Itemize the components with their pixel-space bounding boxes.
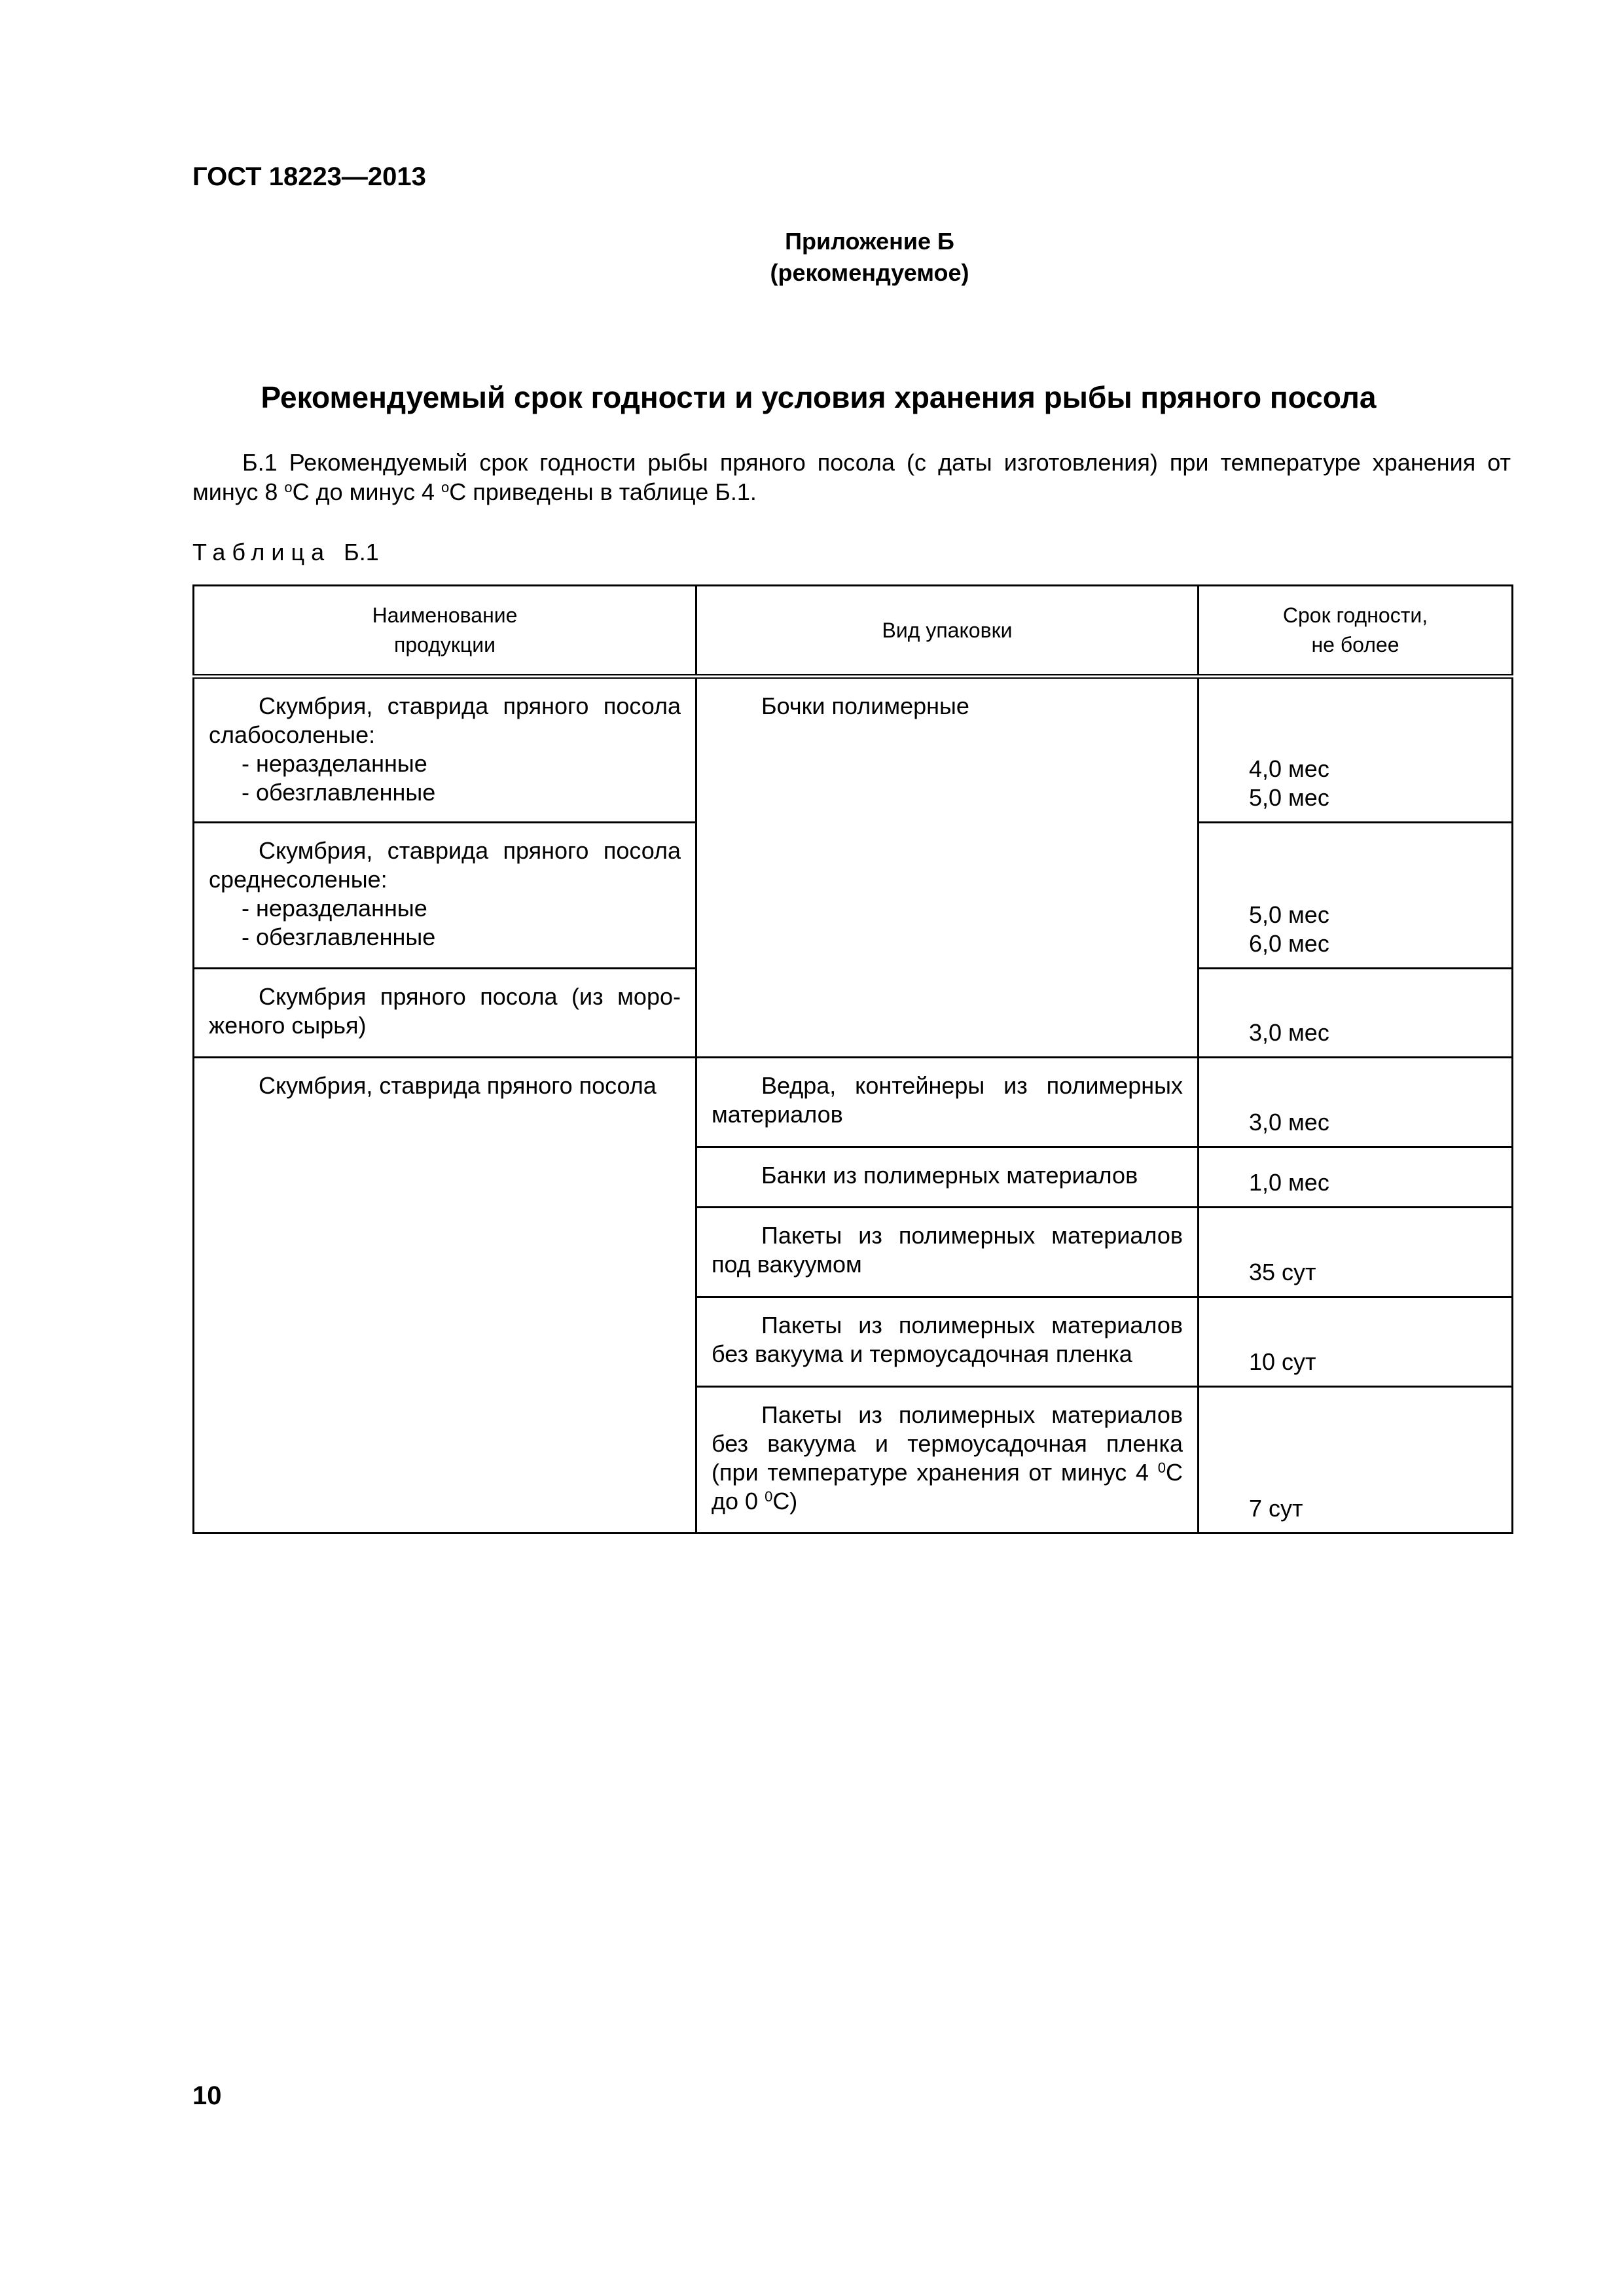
appendix-heading	[0, 226, 1624, 289]
appendix-label: Приложение Б	[785, 228, 954, 255]
term-value: 10 сут	[1249, 1348, 1316, 1375]
term-cell	[1199, 823, 1513, 969]
product-name: Скумбрия, ставрида пряного посола среднесоленые:	[209, 837, 681, 893]
degree-mark: о	[441, 479, 450, 495]
packaging-cell	[696, 1297, 1199, 1387]
term-cell	[1199, 1147, 1513, 1208]
term-value: 3,0 мес	[1249, 1019, 1329, 1046]
header-term-line: не более	[1311, 633, 1399, 656]
packaging-name: Бочки полимерные	[761, 692, 969, 719]
degree-mark: 0	[1157, 1460, 1166, 1476]
product-cell	[194, 969, 696, 1058]
table-row	[194, 1058, 1513, 1147]
term-cell	[1199, 1387, 1513, 1534]
packaging-cell	[696, 677, 1199, 1058]
paragraph-text: С до минус 4	[292, 478, 442, 505]
intro-paragraph	[192, 448, 1511, 507]
term-cell	[1199, 969, 1513, 1058]
table-caption-number: Б.1	[344, 539, 379, 565]
term-cell	[1199, 1208, 1513, 1297]
paragraph-text: Б.1 Рекомендуемый срок годности рыбы пряного посола (с даты изготовления) при температуре хранения от минус 8	[192, 449, 1511, 505]
table-header-row	[194, 586, 1513, 677]
packaging-name: Пакеты из полимерных материалов без вакуума и термоусадочная пленка	[712, 1312, 1183, 1367]
product-variant: - обезглавленные	[242, 924, 436, 950]
term-value: 3,0 мес	[1249, 1109, 1329, 1136]
product-name: Скумбрия, ставрида пряного посола	[259, 1072, 657, 1099]
table-caption-label: Таблица	[192, 539, 331, 565]
term-value: 7 сут	[1249, 1495, 1303, 1522]
term-value: 6,0 мес	[1249, 930, 1329, 957]
product-variant: - неразделанные	[242, 895, 427, 922]
degree-mark: 0	[765, 1488, 773, 1505]
shelf-life-table	[192, 584, 1513, 1534]
term-cell	[1199, 1058, 1513, 1147]
term-value: 4,0 мес	[1249, 755, 1329, 782]
product-cell	[194, 677, 696, 823]
packaging-cell	[696, 1208, 1199, 1297]
term-value: 1,0 мес	[1249, 1169, 1329, 1196]
packaging-text: Пакеты из полимерных материалов без вакуума и термоусадочная пленка (при температуре хранения от минус 4	[712, 1401, 1183, 1486]
header-packaging-text: Вид упаковки	[882, 618, 1013, 642]
header-product-line: Наименование	[372, 603, 518, 627]
packaging-name: Пакеты из полимерных материалов под вакуумом	[712, 1222, 1183, 1278]
packaging-text: С до 0	[712, 1459, 1183, 1515]
product-variant: - неразделанные	[242, 750, 427, 777]
appendix-status: (рекомендуемое)	[770, 259, 969, 286]
product-variant: - обезглавленные	[242, 779, 436, 806]
product-cell	[194, 1058, 696, 1534]
header-term	[1199, 586, 1513, 677]
header-packaging	[696, 586, 1199, 677]
term-cell	[1199, 677, 1513, 823]
document-code: ГОСТ 18223—2013	[192, 162, 426, 191]
page-number: 10	[192, 2081, 222, 2110]
header-product	[194, 586, 696, 677]
table-caption	[192, 539, 379, 566]
section-title	[0, 380, 1624, 415]
paragraph-text: С приведены в таблице Б.1.	[449, 478, 757, 505]
packaging-cell	[696, 1387, 1199, 1534]
term-cell	[1199, 1297, 1513, 1387]
term-value: 5,0 мес	[1249, 784, 1329, 811]
term-value: 5,0 мес	[1249, 901, 1329, 928]
packaging-name: Банки из полимерных материалов	[761, 1162, 1138, 1189]
degree-mark: о	[284, 479, 293, 495]
product-name: Скумбрия пряного посола (из моро-женого сырья)	[209, 983, 681, 1039]
term-value: 35 сут	[1249, 1259, 1316, 1285]
table-row	[194, 677, 1513, 823]
packaging-name	[697, 1388, 1197, 1525]
product-cell	[194, 823, 696, 969]
header-product-line: продукции	[394, 633, 496, 656]
header-term-line: Срок годности,	[1282, 603, 1428, 627]
packaging-cell	[696, 1147, 1199, 1208]
section-title-text: Рекомендуемый срок годности и условия хранения рыбы пряного посола	[261, 380, 1377, 414]
packaging-name: Ведра, контейнеры из полимерных материалов	[712, 1072, 1183, 1128]
packaging-cell	[696, 1058, 1199, 1147]
packaging-text: С)	[772, 1488, 798, 1515]
product-name: Скумбрия, ставрида пряного посола слабосоленые:	[209, 692, 681, 748]
